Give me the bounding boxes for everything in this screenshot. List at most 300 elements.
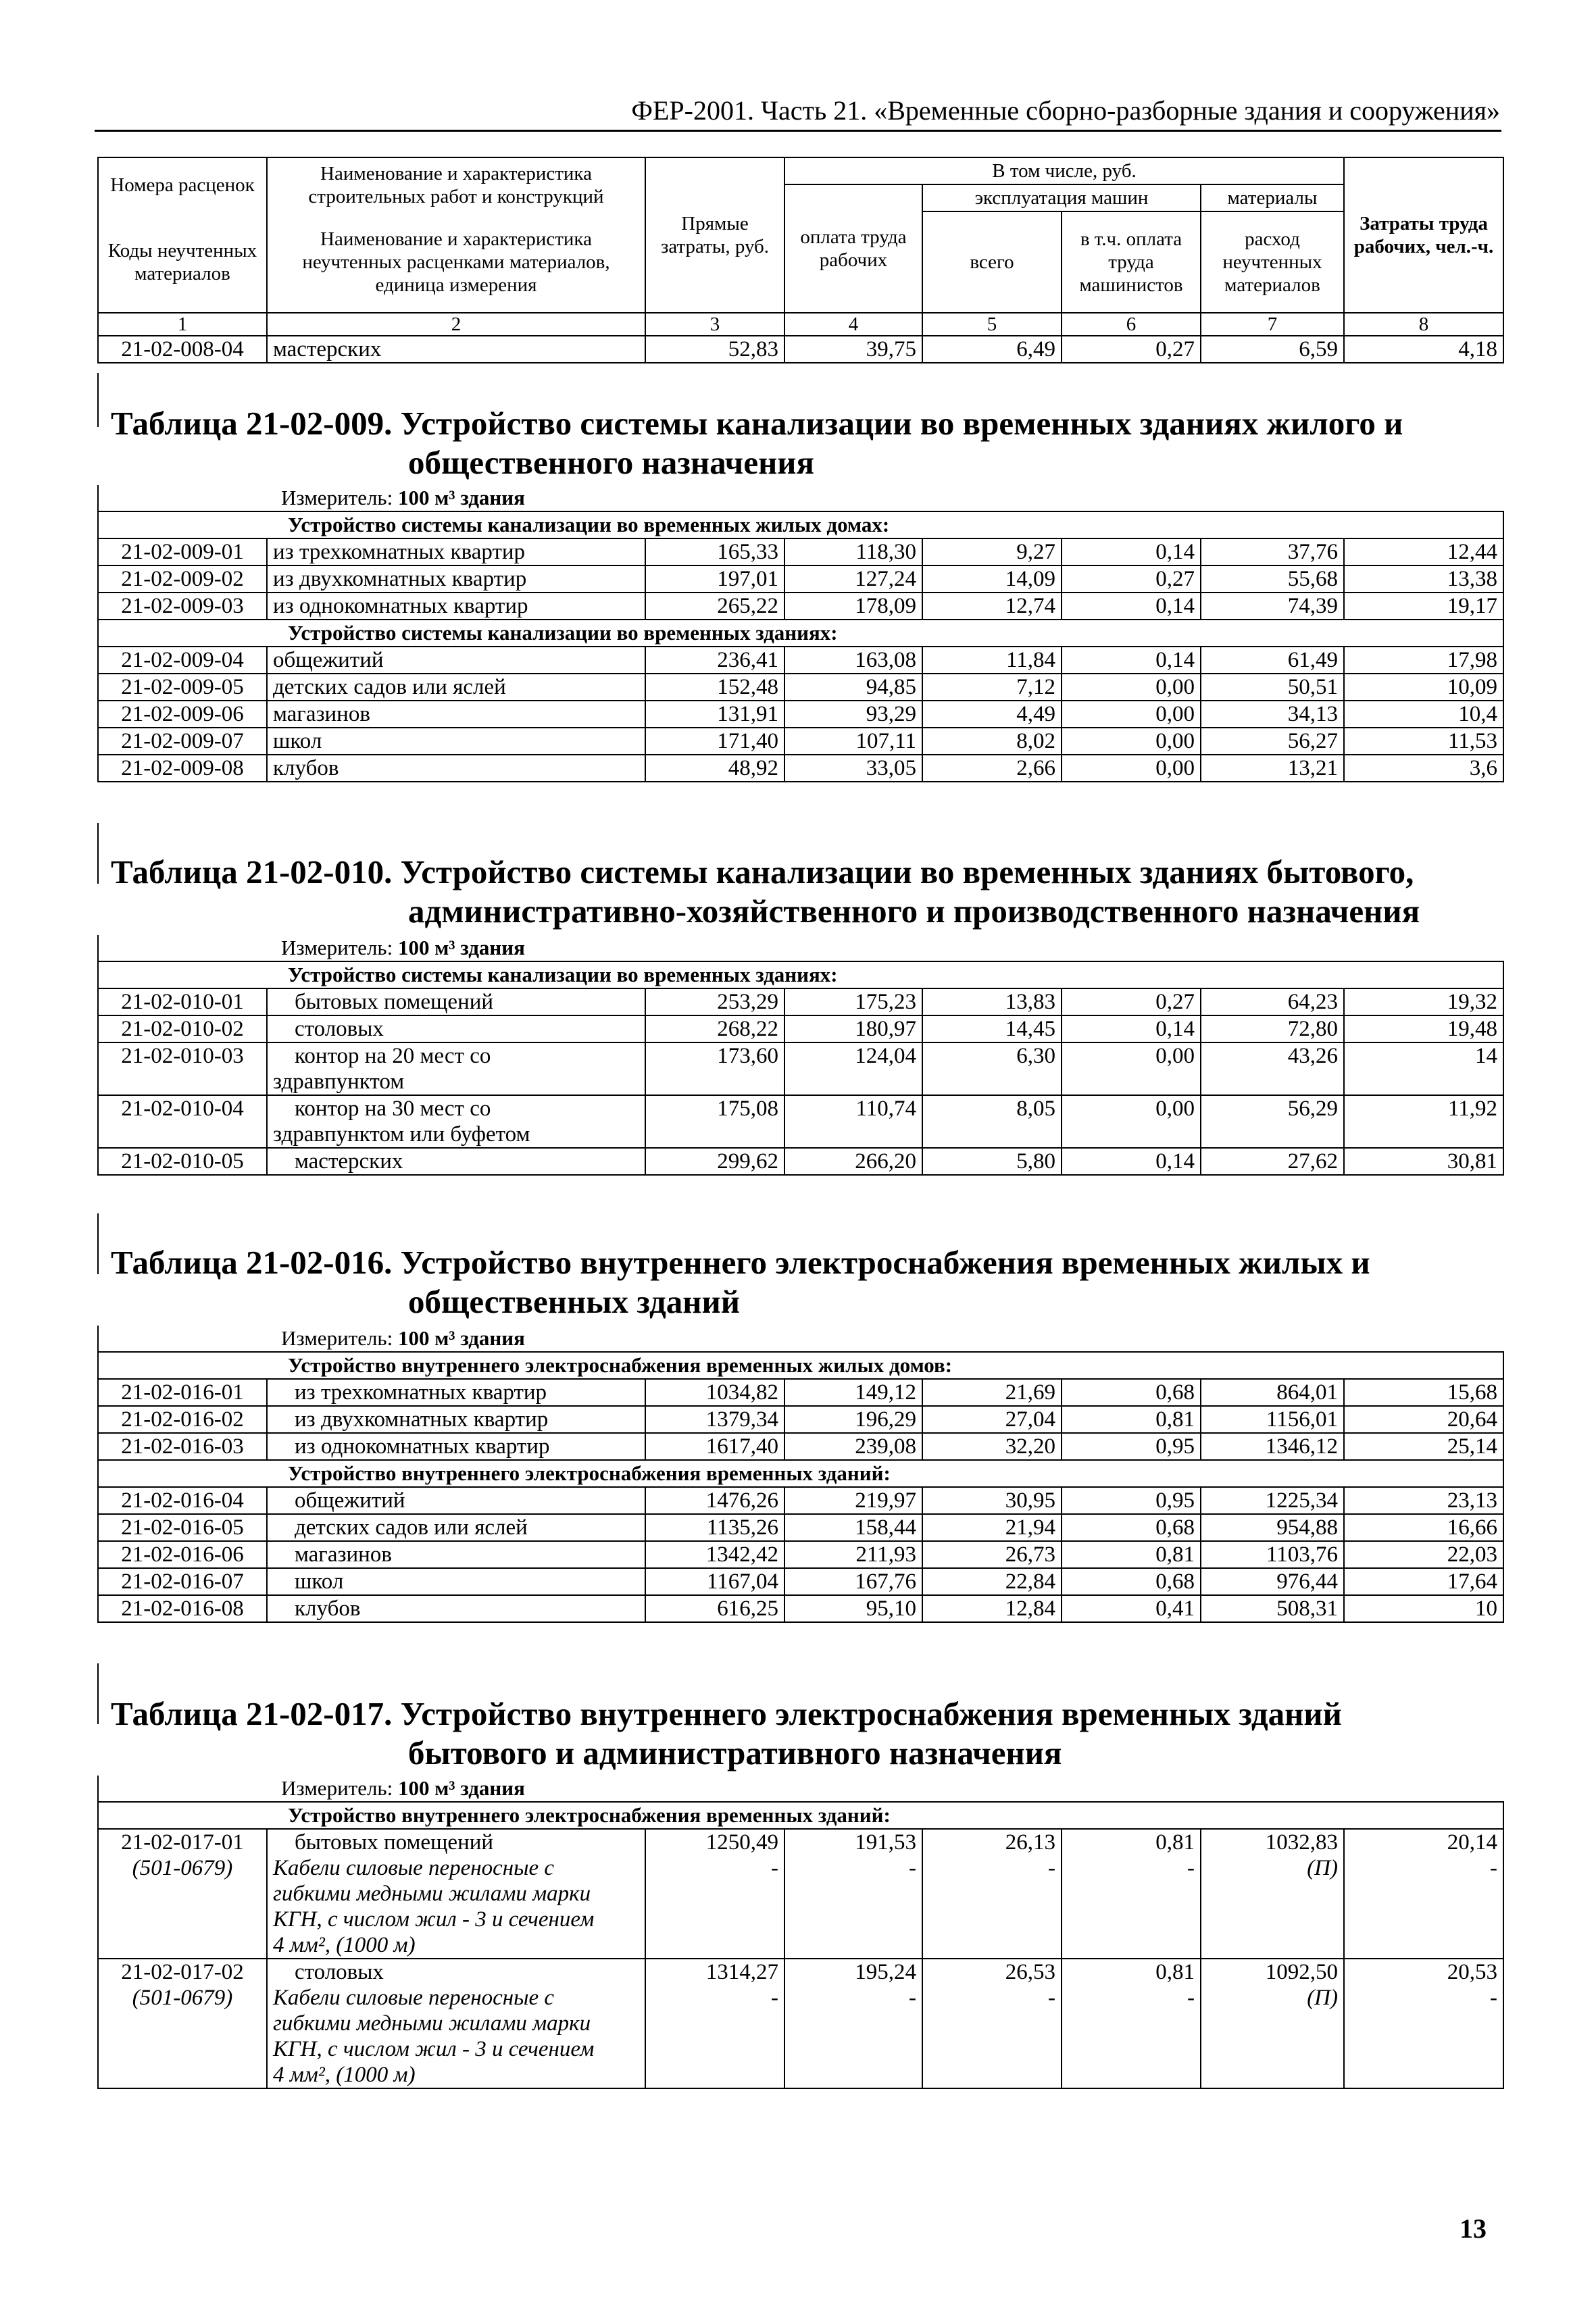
- labor-hours: 19,32: [1344, 988, 1503, 1015]
- materials-cell: [1201, 1959, 1344, 2088]
- meter: [98, 485, 1503, 511]
- rate-code: 21-02-008-04: [98, 336, 267, 363]
- rate-name: мастерских: [267, 336, 645, 363]
- operator-pay: 0,68: [1062, 1514, 1201, 1541]
- labor-pay: 127,24: [784, 565, 922, 593]
- materials: 61,49: [1201, 647, 1344, 674]
- col-number: 4: [784, 313, 922, 336]
- table-row: [98, 1015, 1503, 1042]
- direct-cost: 253,29: [645, 988, 784, 1015]
- labor-hours: 17,98: [1344, 647, 1503, 674]
- materials: 954,88: [1201, 1514, 1344, 1541]
- rate-code: 21-02-016-06: [98, 1541, 267, 1568]
- rate-name: магазинов: [267, 1541, 645, 1568]
- labor-pay: 239,08: [784, 1433, 922, 1460]
- labor-pay: 163,08: [784, 647, 922, 674]
- labor-pay: 195,24: [855, 1960, 916, 1984]
- rate-name: из трехкомнатных квартир: [267, 538, 645, 565]
- table-row: [98, 1959, 1503, 2088]
- operator-pay: 0,00: [1062, 701, 1201, 728]
- labor-pay-cell: [784, 1829, 922, 1959]
- rate-code-cell: [98, 1959, 267, 2088]
- direct-cost: 1167,04: [645, 1568, 784, 1595]
- machines-total: 11,84: [922, 647, 1062, 674]
- rate-code: 21-02-010-02: [98, 1015, 267, 1042]
- operator-pay: 0,68: [1062, 1568, 1201, 1595]
- labor-pay: 95,10: [784, 1595, 922, 1622]
- machines-total: 14,09: [922, 565, 1062, 593]
- rate-name-cell: [267, 1042, 645, 1095]
- materials: 56,29: [1201, 1095, 1344, 1148]
- material-dash: -: [771, 1856, 778, 1880]
- col-number: 5: [922, 313, 1062, 336]
- rate-code: 21-02-016-07: [98, 1568, 267, 1595]
- machines-total: 8,02: [922, 728, 1062, 755]
- rate-name: магазинов: [267, 701, 645, 728]
- meter-label: Измеритель:: [281, 936, 398, 959]
- materials: 37,76: [1201, 538, 1344, 565]
- col-number: 6: [1062, 313, 1201, 336]
- materials: 6,59: [1201, 336, 1344, 363]
- rate-code: 21-02-016-04: [98, 1487, 267, 1514]
- operator-pay: 0,81: [1062, 1541, 1201, 1568]
- materials: 864,01: [1201, 1379, 1344, 1406]
- material-dash: -: [1490, 1986, 1498, 2010]
- rate-name: детских садов или яслей: [267, 674, 645, 701]
- rate-name: из трехкомнатных квартир: [267, 1379, 645, 1406]
- rate-code: 21-02-010-03: [98, 1042, 267, 1095]
- table-row: [98, 593, 1503, 620]
- table-title: [111, 853, 1503, 931]
- operator-pay-cell: [1062, 1829, 1201, 1959]
- labor-hours: 10,09: [1344, 674, 1503, 701]
- labor-hours: 22,03: [1344, 1541, 1503, 1568]
- rate-name: школ: [267, 1568, 645, 1595]
- direct-cost: 236,41: [645, 647, 784, 674]
- table-title: [111, 1694, 1503, 1773]
- table-row: [98, 336, 1503, 363]
- rate-name: бытовых помещений: [295, 1830, 494, 1855]
- rate-code: 21-02-016-03: [98, 1433, 267, 1460]
- direct-cost: 1135,26: [645, 1514, 784, 1541]
- direct-cost: 48,92: [645, 755, 784, 782]
- material-name-line: гибкими медными жилами марки: [273, 1882, 591, 1906]
- section-heading: Устройство системы канализации во временных зданиях:: [98, 961, 1503, 988]
- table-row: [98, 1595, 1503, 1622]
- operator-pay: 0,81: [1155, 1830, 1195, 1855]
- material-name-line: гибкими медными жилами марки: [273, 2011, 591, 2036]
- materials: 1156,01: [1201, 1406, 1344, 1433]
- operator-pay: 0,95: [1062, 1487, 1201, 1514]
- materials: 1092,50: [1265, 1960, 1338, 1984]
- table-row: [98, 1541, 1503, 1568]
- operator-pay: 0,27: [1062, 336, 1201, 363]
- materials: 34,13: [1201, 701, 1344, 728]
- direct-cost: 1342,42: [645, 1541, 784, 1568]
- labor-hours: 12,44: [1344, 538, 1503, 565]
- materials: 56,27: [1201, 728, 1344, 755]
- header-machines: эксплуатация машин: [922, 184, 1201, 211]
- section-heading: Устройство системы канализации во временных жилых домах:: [98, 511, 1503, 538]
- rate-name: столовых: [267, 1015, 645, 1042]
- rate-name: контор на 30 мест со: [295, 1097, 491, 1121]
- material-dash: -: [909, 1986, 916, 2010]
- table-row: [98, 701, 1503, 728]
- table-row: [98, 1568, 1503, 1595]
- machines-total: 13,83: [922, 988, 1062, 1015]
- table-21-02-016: [97, 1326, 1504, 1623]
- operator-pay: 0,00: [1062, 1095, 1201, 1148]
- operator-pay: 0,95: [1062, 1433, 1201, 1460]
- rate-code: 21-02-009-03: [98, 593, 267, 620]
- labor-pay: 158,44: [784, 1514, 922, 1541]
- labor-hours: 11,92: [1344, 1095, 1503, 1148]
- margin-rule: [97, 373, 99, 427]
- margin-rule: [97, 1663, 99, 1724]
- rate-name-cell: [267, 1959, 645, 2088]
- operator-pay: 0,27: [1062, 565, 1201, 593]
- material-dash: -: [909, 1856, 916, 1880]
- labor-pay: 167,76: [784, 1568, 922, 1595]
- table-row: [98, 1406, 1503, 1433]
- table-row: [98, 1487, 1503, 1514]
- rate-code: 21-02-016-08: [98, 1595, 267, 1622]
- header-rates: Номера расценок: [98, 157, 267, 211]
- table-row: [98, 1379, 1503, 1406]
- labor-hours: 25,14: [1344, 1433, 1503, 1460]
- labor-hours: 19,48: [1344, 1015, 1503, 1042]
- operator-pay: 0,00: [1062, 755, 1201, 782]
- materials: 64,23: [1201, 988, 1344, 1015]
- labor-pay: 39,75: [784, 336, 922, 363]
- materials: 1032,83: [1265, 1830, 1338, 1855]
- material-dash: -: [1048, 1986, 1055, 2010]
- header-materials: материалы: [1201, 184, 1344, 211]
- materials: 1346,12: [1201, 1433, 1344, 1460]
- material-name-line: 4 мм², (1000 м): [273, 1933, 416, 1957]
- table-row: [98, 1433, 1503, 1460]
- table-row: [98, 647, 1503, 674]
- direct-cost: 52,83: [645, 336, 784, 363]
- meter-value: 100 м³ здания: [397, 1326, 525, 1350]
- header-unaccounted-materials: расход неучтенных материалов: [1201, 211, 1344, 313]
- table-21-02-017: [97, 1776, 1504, 2089]
- machines-total: 14,45: [922, 1015, 1062, 1042]
- materials: 1103,76: [1201, 1541, 1344, 1568]
- meter: [98, 935, 1503, 961]
- meter-value: 100 м³ здания: [397, 936, 525, 959]
- table-row: [98, 1042, 1503, 1095]
- materials: 74,39: [1201, 593, 1344, 620]
- material-code: (501-0679): [132, 1986, 233, 2010]
- material-dash: -: [771, 1986, 778, 2010]
- labor-pay: 266,20: [784, 1148, 922, 1175]
- labor-hours: 20,64: [1344, 1406, 1503, 1433]
- header-material-names: Наименование и характеристика неучтенных расценками материалов, единица измерения: [267, 211, 645, 313]
- labor-hours: 13,38: [1344, 565, 1503, 593]
- machines-total-cell: [922, 1959, 1062, 2088]
- material-dash: -: [1187, 1856, 1195, 1880]
- machines-total: 32,20: [922, 1433, 1062, 1460]
- table-row: [98, 565, 1503, 593]
- labor-hours: 20,53: [1447, 1960, 1498, 1984]
- table-21-02-010: [97, 935, 1504, 1176]
- machines-total: 26,13: [1005, 1830, 1055, 1855]
- rate-code: 21-02-016-01: [98, 1379, 267, 1406]
- labor-hours-cell: [1344, 1959, 1503, 2088]
- rate-code: 21-02-009-06: [98, 701, 267, 728]
- operator-pay: 0,81: [1155, 1960, 1195, 1984]
- table-title-line: Таблица 21-02-010. Устройство системы канализации во временных зданиях бытового,: [111, 853, 1414, 890]
- direct-cost: 131,91: [645, 701, 784, 728]
- labor-pay: 211,93: [784, 1541, 922, 1568]
- table-21-02-009: [97, 485, 1504, 782]
- table-title-line: общественного назначения: [408, 444, 815, 481]
- operator-pay: 0,81: [1062, 1406, 1201, 1433]
- page-number: 13: [1460, 2213, 1487, 2244]
- labor-hours: 4,18: [1344, 336, 1503, 363]
- rate-code: 21-02-009-07: [98, 728, 267, 755]
- labor-pay: 107,11: [784, 728, 922, 755]
- machines-total: 27,04: [922, 1406, 1062, 1433]
- table-title-line: Таблица 21-02-017. Устройство внутреннего электроснабжения временных зданий: [111, 1695, 1342, 1732]
- direct-cost: 1379,34: [645, 1406, 784, 1433]
- labor-pay: 180,97: [784, 1015, 922, 1042]
- table-title-line: Таблица 21-02-016. Устройство внутреннего электроснабжения временных жилых и: [111, 1244, 1370, 1281]
- material-flag: (П): [1307, 1856, 1338, 1880]
- machines-total: 26,53: [1005, 1960, 1055, 1984]
- materials: 55,68: [1201, 565, 1344, 593]
- direct-cost: 152,48: [645, 674, 784, 701]
- labor-pay: 219,97: [784, 1487, 922, 1514]
- machines-total: 7,12: [922, 674, 1062, 701]
- col-number: 7: [1201, 313, 1344, 336]
- machines-total: 21,69: [922, 1379, 1062, 1406]
- section-heading: Устройство внутреннего электроснабжения временных зданий:: [98, 1460, 1503, 1487]
- rate-name: мастерских: [267, 1148, 645, 1175]
- rate-name: из однокомнатных квартир: [267, 1433, 645, 1460]
- labor-pay: 94,85: [784, 674, 922, 701]
- labor-hours: 11,53: [1344, 728, 1503, 755]
- header-including: В том числе, руб.: [784, 157, 1344, 184]
- machines-total: 6,49: [922, 336, 1062, 363]
- table-row: [98, 674, 1503, 701]
- material-name-line: КГН, с числом жил - 3 и сечением: [273, 2037, 595, 2061]
- labor-pay: 118,30: [784, 538, 922, 565]
- header-material-codes: Коды неучтенных материалов: [98, 211, 267, 313]
- labor-pay: 196,29: [784, 1406, 922, 1433]
- labor-hours: 20,14: [1447, 1830, 1498, 1855]
- labor-hours: 16,66: [1344, 1514, 1503, 1541]
- materials: 50,51: [1201, 674, 1344, 701]
- rate-name: школ: [267, 728, 645, 755]
- labor-pay: 149,12: [784, 1379, 922, 1406]
- machines-total: 26,73: [922, 1541, 1062, 1568]
- table-title-line: общественных зданий: [408, 1283, 741, 1320]
- header-labor: Затраты труда рабочих, чел.-ч.: [1344, 157, 1503, 313]
- direct-cost: 1476,26: [645, 1487, 784, 1514]
- machines-total: 8,05: [922, 1095, 1062, 1148]
- header-works: Наименование и характеристика строительных работ и конструкций: [267, 157, 645, 211]
- direct-cost: 175,08: [645, 1095, 784, 1148]
- labor-hours: 14: [1344, 1042, 1503, 1095]
- rate-code: 21-02-009-01: [98, 538, 267, 565]
- direct-cost: 265,22: [645, 593, 784, 620]
- material-flag: (П): [1307, 1986, 1338, 2010]
- table-row: [98, 988, 1503, 1015]
- table-title-line: административно-хозяйственного и производственного назначения: [408, 892, 1420, 930]
- operator-pay: 0,00: [1062, 728, 1201, 755]
- rate-code: 21-02-010-05: [98, 1148, 267, 1175]
- material-name-line: Кабели силовые переносные с: [273, 1986, 555, 2010]
- section-heading: Устройство внутреннего электроснабжения временных зданий:: [98, 1802, 1503, 1829]
- materials: 43,26: [1201, 1042, 1344, 1095]
- direct-cost: 1250,49: [705, 1830, 778, 1855]
- direct-cost: 299,62: [645, 1148, 784, 1175]
- labor-pay: 175,23: [784, 988, 922, 1015]
- direct-cost: 173,60: [645, 1042, 784, 1095]
- col-number: 3: [645, 313, 784, 336]
- rate-name: клубов: [267, 755, 645, 782]
- operator-pay: 0,14: [1062, 647, 1201, 674]
- labor-hours: 10,4: [1344, 701, 1503, 728]
- header-table: [97, 157, 1504, 363]
- materials: 976,44: [1201, 1568, 1344, 1595]
- operator-pay: 0,00: [1062, 1042, 1201, 1095]
- direct-cost: 1034,82: [645, 1379, 784, 1406]
- labor-pay: 110,74: [784, 1095, 922, 1148]
- rate-code-cell: [98, 1829, 267, 1959]
- rate-code: 21-02-017-01: [121, 1830, 244, 1855]
- material-code: (501-0679): [132, 1856, 233, 1880]
- materials: 13,21: [1201, 755, 1344, 782]
- direct-cost-cell: [645, 1959, 784, 2088]
- materials: 508,31: [1201, 1595, 1344, 1622]
- materials: 1225,34: [1201, 1487, 1344, 1514]
- machines-total: 2,66: [922, 755, 1062, 782]
- direct-cost: 1314,27: [705, 1960, 778, 1984]
- header-labor-pay: оплата труда рабочих: [784, 184, 922, 313]
- rate-code: 21-02-017-02: [121, 1960, 244, 1984]
- machines-total: 4,49: [922, 701, 1062, 728]
- materials-cell: [1201, 1829, 1344, 1959]
- table-row: [98, 1514, 1503, 1541]
- labor-pay: 93,29: [784, 701, 922, 728]
- rate-name: общежитий: [267, 647, 645, 674]
- rate-name: клубов: [267, 1595, 645, 1622]
- table-row: [98, 538, 1503, 565]
- table-title-line: Таблица 21-02-009. Устройство системы канализации во временных зданиях жилого и: [111, 405, 1403, 442]
- labor-hours: 3,6: [1344, 755, 1503, 782]
- table-title: [111, 1243, 1503, 1322]
- machines-total: 12,84: [922, 1595, 1062, 1622]
- rate-code: 21-02-016-02: [98, 1406, 267, 1433]
- labor-pay-cell: [784, 1959, 922, 2088]
- rate-name-continued: здравпунктом или буфетом: [273, 1122, 530, 1147]
- header-direct-costs: Прямые затраты, руб.: [645, 157, 784, 313]
- material-dash: -: [1490, 1856, 1498, 1880]
- direct-cost: 197,01: [645, 565, 784, 593]
- materials: 72,80: [1201, 1015, 1344, 1042]
- materials: 27,62: [1201, 1148, 1344, 1175]
- labor-hours-cell: [1344, 1829, 1503, 1959]
- col-number: 8: [1344, 313, 1503, 336]
- machines-total-cell: [922, 1829, 1062, 1959]
- rate-name: из двухкомнатных квартир: [267, 565, 645, 593]
- rate-name: контор на 20 мест со: [295, 1044, 491, 1068]
- labor-hours: 10: [1344, 1595, 1503, 1622]
- meter-label: Измеритель:: [281, 1326, 398, 1350]
- material-name-line: Кабели силовые переносные с: [273, 1856, 555, 1880]
- operator-pay: 0,68: [1062, 1379, 1201, 1406]
- table-row: [98, 755, 1503, 782]
- direct-cost: 616,25: [645, 1595, 784, 1622]
- table-row: [98, 1095, 1503, 1148]
- meter: [98, 1326, 1503, 1352]
- table-row: [98, 1829, 1503, 1959]
- rate-name: из однокомнатных квартир: [267, 593, 645, 620]
- labor-pay: 124,04: [784, 1042, 922, 1095]
- table-row: [98, 728, 1503, 755]
- labor-hours: 23,13: [1344, 1487, 1503, 1514]
- rate-name-cell: [267, 1829, 645, 1959]
- operator-pay: 0,41: [1062, 1595, 1201, 1622]
- rate-code: 21-02-016-05: [98, 1514, 267, 1541]
- operator-pay: 0,14: [1062, 1015, 1201, 1042]
- machines-total: 6,30: [922, 1042, 1062, 1095]
- meter: [98, 1776, 1503, 1802]
- labor-pay: 178,09: [784, 593, 922, 620]
- machines-total: 30,95: [922, 1487, 1062, 1514]
- rate-code: 21-02-009-04: [98, 647, 267, 674]
- rate-code: 21-02-009-08: [98, 755, 267, 782]
- material-dash: -: [1187, 1986, 1195, 2010]
- section-heading: Устройство внутреннего электроснабжения временных жилых домов:: [98, 1352, 1503, 1379]
- direct-cost: 171,40: [645, 728, 784, 755]
- section-heading: Устройство системы канализации во временных зданиях:: [98, 620, 1503, 647]
- rate-name: столовых: [295, 1960, 384, 1984]
- operator-pay-cell: [1062, 1959, 1201, 2088]
- margin-rule: [97, 823, 99, 884]
- margin-rule: [97, 1213, 99, 1274]
- rate-name: бытовых помещений: [267, 988, 645, 1015]
- machines-total: 22,84: [922, 1568, 1062, 1595]
- operator-pay: 0,14: [1062, 593, 1201, 620]
- operator-pay: 0,00: [1062, 674, 1201, 701]
- header-machine-operators: в т.ч. оплата труда машинистов: [1062, 211, 1201, 313]
- rate-code: 21-02-010-04: [98, 1095, 267, 1148]
- labor-hours: 30,81: [1344, 1148, 1503, 1175]
- machines-total: 21,94: [922, 1514, 1062, 1541]
- rate-name: детских садов или яслей: [267, 1514, 645, 1541]
- direct-cost: 268,22: [645, 1015, 784, 1042]
- labor-hours: 17,64: [1344, 1568, 1503, 1595]
- table-title: [111, 404, 1503, 482]
- labor-pay: 191,53: [855, 1830, 916, 1855]
- col-number: 1: [98, 313, 267, 336]
- operator-pay: 0,14: [1062, 1148, 1201, 1175]
- machines-total: 5,80: [922, 1148, 1062, 1175]
- machines-total: 9,27: [922, 538, 1062, 565]
- table-title-line: бытового и административного назначения: [408, 1734, 1062, 1771]
- table-row: [98, 1148, 1503, 1175]
- machines-total: 12,74: [922, 593, 1062, 620]
- meter-value: 100 м³ здания: [397, 486, 525, 509]
- header-machines-total: всего: [922, 211, 1062, 313]
- material-dash: -: [1048, 1856, 1055, 1880]
- material-name-line: КГН, с числом жил - 3 и сечением: [273, 1907, 595, 1932]
- rate-name-continued: здравпунктом: [273, 1070, 405, 1094]
